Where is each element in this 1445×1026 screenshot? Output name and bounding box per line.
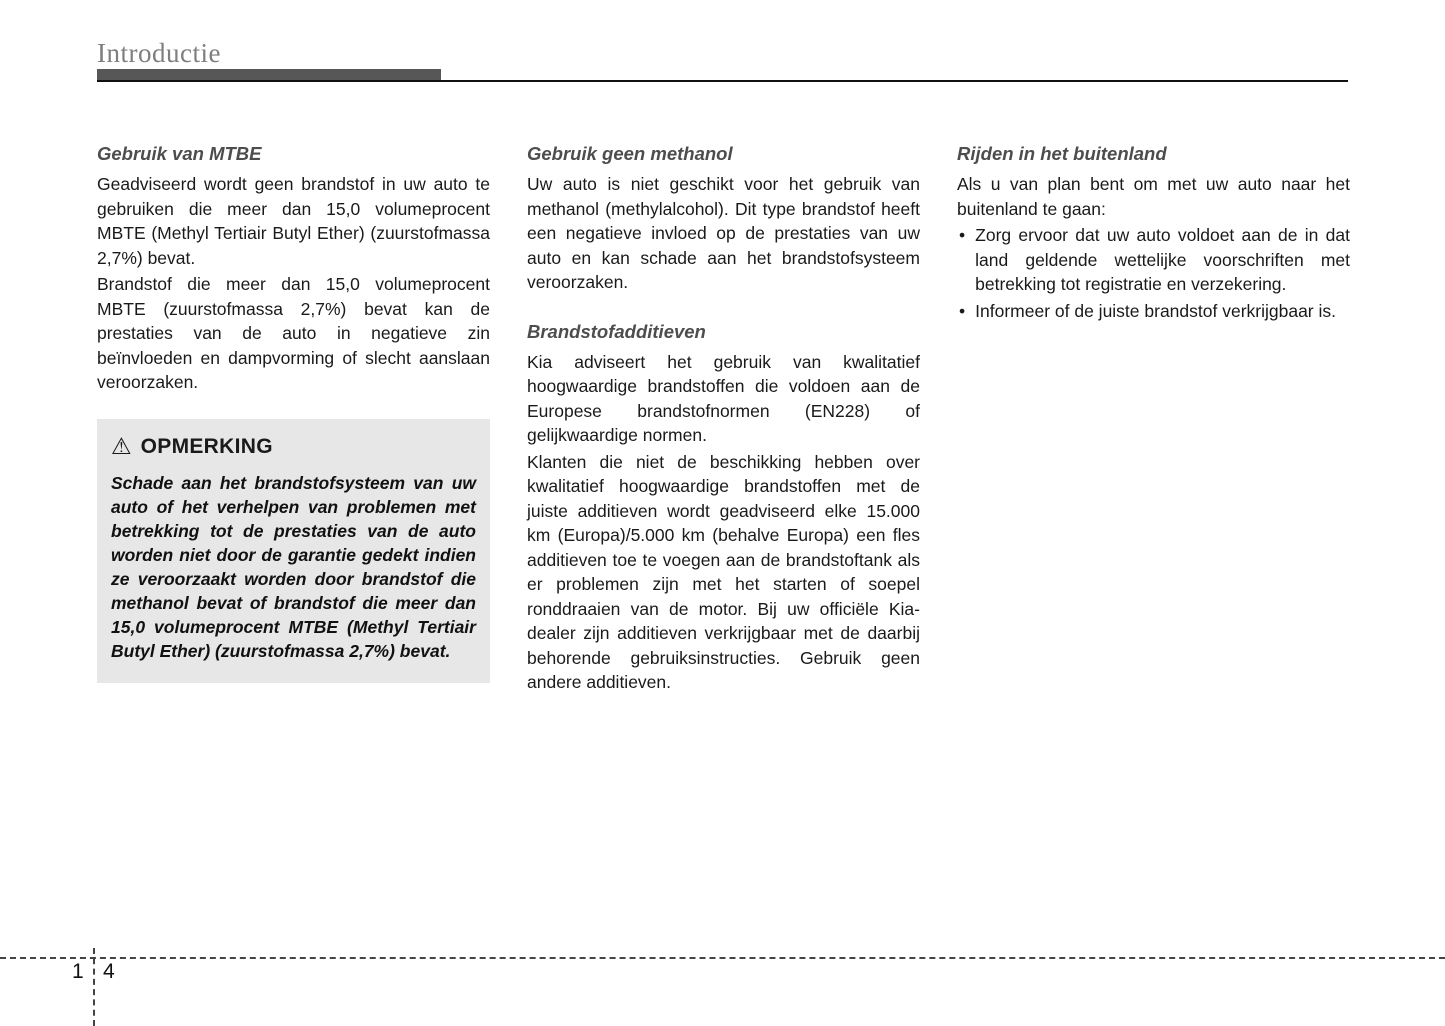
column-buitenland	[957, 143, 1350, 697]
heading-gebruik-geen-methanol: Gebruik geen methanol	[527, 143, 733, 164]
heading-rijden-in-het-buitenland: Rijden in het buitenland	[957, 143, 1167, 164]
list-item	[957, 299, 1350, 324]
note-title: OPMERKING	[140, 434, 273, 458]
content-columns	[97, 143, 1349, 697]
title-rule	[97, 71, 1348, 82]
warning-icon: ⚠	[111, 433, 132, 459]
paragraph-additieven-1: Kia adviseert het gebruik van kwalitatief hoogwaardige brandstoffen die voldoen aan de Europese brandstofnormen (EN228) of gelijkwaardige normen.	[527, 351, 920, 445]
heading-brandstofadditieven: Brandstofadditieven	[527, 320, 706, 342]
column-methanol-additieven	[527, 143, 920, 697]
paragraph-mtbe-1: Geadviseerd wordt geen brandstof in uw auto te gebruiken die meer dan 15,0 volumeprocent MBTE (Methyl Tertiair Butyl Ether) (zuurstofmassa 2,7%) bevat.	[97, 174, 490, 268]
note-title-row	[111, 435, 476, 459]
footer-vertical-divider	[93, 948, 95, 1026]
note-box	[97, 419, 490, 683]
page-title: Introductie	[97, 38, 221, 68]
title-rule-thick-bar	[97, 69, 441, 80]
column-mtbe	[97, 143, 490, 697]
paragraph-methanol: Uw auto is niet geschikt voor het gebruik van methanol (methylalcohol). Dit type brandstof heeft een negatieve invloed op de prestaties van uw auto en kan schade aan het brandstofsysteem veroorzaken.	[527, 174, 920, 292]
paragraph-mtbe-2: Brandstof die meer dan 15,0 volumeprocent MBTE (zuurstofmassa 2,7%) bevat kan de prestaties van de auto in negatieve zin beïnvloeden en dampvorming of slecht aanslaan veroorzaken.	[97, 274, 490, 392]
page-header	[97, 38, 1348, 82]
bullet-list	[957, 223, 1350, 323]
footer-chapter-number: 1	[72, 960, 84, 983]
bullet-text-brandstof: Informeer of de juiste brandstof verkrijgbaar is.	[975, 300, 1337, 321]
note-body: Schade aan het brandstofsysteem van uw auto of het verhelpen van problemen met betrekking tot de prestaties van de auto worden niet door de garantie gedekt indien ze veroorzaakt worden door brandstof die methanol bevat of brandstof die meer dan 15,0 volumeprocent MTBE (Methyl Tertiair Butyl Ether) (zuurstofmassa 2,7%) bevat.	[111, 472, 476, 661]
paragraph-buitenland-intro: Als u van plan bent om met uw auto naar het buitenland te gaan:	[957, 174, 1350, 219]
bullet-marker: •	[959, 225, 966, 245]
list-item	[957, 223, 1350, 297]
paragraph-additieven-2: Klanten die niet de beschikking hebben over kwalitatief hoogwaardige brandstoffen met de juiste additieven wordt geadviseerd elke 15.000 km (Europa)/5.000 km (behalve Europa) een fles additieven toe te voegen aan de brandstoftank als er problemen zijn met het starten of soepel ronddraaien van de motor. Bij uw officiële Kia-dealer zijn additieven verkrijgbaar met de daarbij behorende gebruiksinstructies. Gebruik geen andere additieven.	[527, 451, 920, 692]
footer-divider	[0, 957, 1445, 959]
bullet-marker: •	[959, 300, 966, 321]
footer-page-number: 4	[103, 960, 115, 983]
heading-gebruik-van-mtbe: Gebruik van MTBE	[97, 143, 262, 164]
bullet-text-registratie: Zorg ervoor dat uw auto voldoet aan de in dat land geldende wettelijke voorschriften met betrekking tot registratie en verzekering.	[975, 225, 1350, 294]
